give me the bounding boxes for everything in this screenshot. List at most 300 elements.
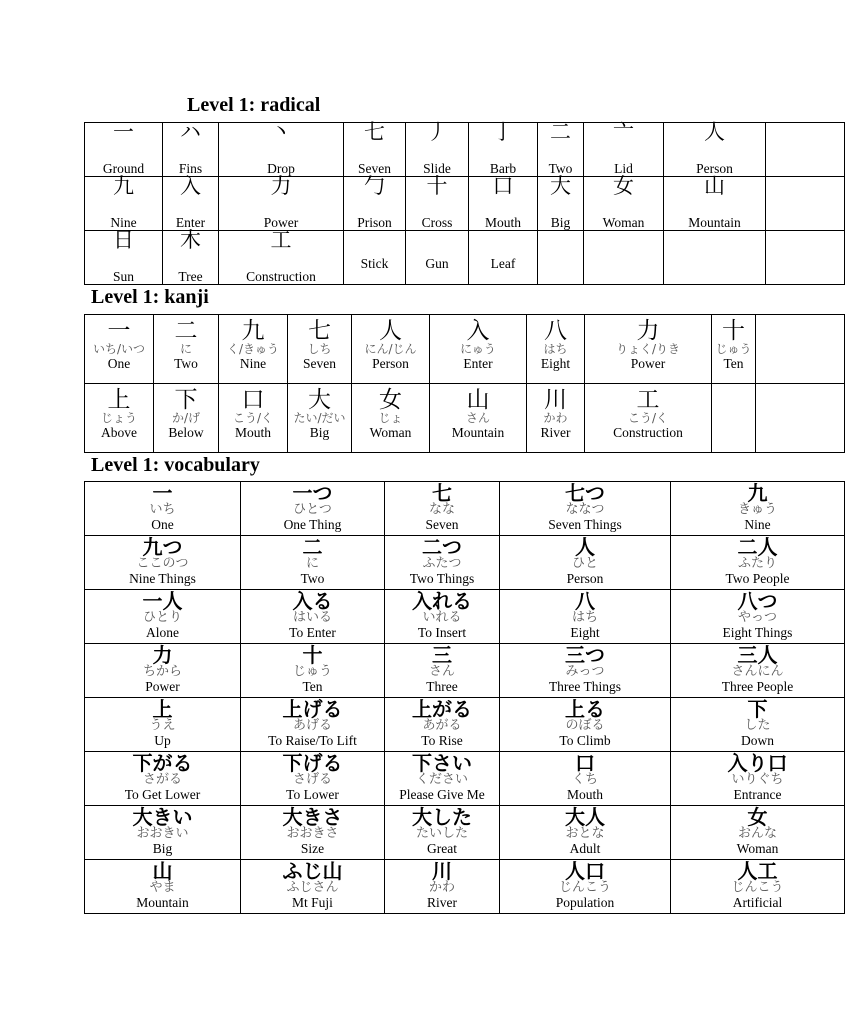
kanji-cell — [154, 384, 219, 453]
vocabulary-cell — [85, 698, 241, 752]
radical-cell — [219, 228, 344, 285]
kanji-reading: にん/じん — [364, 342, 417, 356]
radical-character: 十 — [426, 174, 448, 198]
vocabulary-cell — [500, 482, 671, 536]
vocabulary-word: 一 — [152, 481, 173, 505]
kanji-character: 女 — [379, 387, 402, 413]
radical-cell — [538, 174, 584, 231]
kanji-cell — [288, 315, 352, 384]
vocabulary-reading: ふじさん — [286, 880, 339, 895]
radical-character: 一 — [113, 120, 134, 144]
vocabulary-reading: ください — [415, 772, 468, 787]
vocabulary-reading: みっつ — [565, 664, 605, 679]
radical-meaning: Ground — [102, 161, 145, 176]
radical-row — [85, 177, 845, 231]
vocabulary-reading: のぼる — [565, 718, 605, 733]
vocabulary-meaning: To Rise — [421, 733, 463, 748]
vocabulary-cell — [241, 698, 385, 752]
vocabulary-meaning: Mouth — [566, 787, 603, 802]
vocabulary-word: 三人 — [737, 643, 778, 667]
radical-meaning: Enter — [175, 215, 206, 230]
vocabulary-word: 八つ — [737, 589, 778, 613]
kanji-meaning: Woman — [369, 425, 412, 440]
vocabulary-row — [85, 644, 845, 698]
vocabulary-meaning: Nine Things — [129, 571, 196, 586]
vocabulary-row — [85, 806, 845, 860]
radical-character: 大 — [550, 174, 571, 198]
vocabulary-meaning: Adult — [569, 841, 601, 856]
radical-meaning: Barb — [489, 161, 517, 176]
vocabulary-meaning: Big — [152, 841, 173, 856]
vocabulary-row — [85, 536, 845, 590]
kanji-cell — [756, 315, 845, 384]
vocabulary-meaning: Mountain — [136, 895, 189, 910]
vocabulary-meaning: Size — [300, 841, 325, 856]
radical-meaning: Mountain — [688, 215, 741, 230]
kanji-character: 上 — [107, 387, 131, 413]
vocabulary-reading: ひとり — [142, 610, 182, 625]
vocabulary-word: 大した — [412, 805, 472, 829]
vocabulary-reading: くち — [571, 772, 598, 787]
radical-cell — [584, 120, 664, 177]
kanji-meaning: Construction — [613, 425, 683, 440]
radical-character: ハ — [180, 120, 201, 144]
radical-meaning: Slide — [423, 161, 451, 176]
vocabulary-reading: きゅう — [737, 502, 777, 517]
vocabulary-cell — [385, 590, 500, 644]
kanji-meaning: Ten — [723, 356, 744, 371]
kanji-reading: りょく/りき — [615, 342, 681, 356]
kanji-reading: に — [179, 342, 192, 356]
vocabulary-meaning: Eight — [570, 625, 600, 640]
radical-meaning: Two — [548, 161, 573, 176]
vocabulary-meaning: One Thing — [283, 517, 342, 532]
vocabulary-reading: やっつ — [737, 610, 777, 625]
vocabulary-meaning: Woman — [736, 841, 779, 856]
radical-row — [85, 231, 845, 285]
kanji-reading: さん — [465, 411, 490, 425]
vocabulary-word: 二 — [302, 535, 323, 559]
kanji-cell — [712, 315, 756, 384]
radical-character: 丶 — [270, 120, 292, 144]
vocabulary-meaning: Three — [426, 679, 458, 694]
kanji-meaning: Below — [168, 425, 204, 440]
kanji-character: 八 — [544, 318, 567, 344]
vocabulary-reading: ひとつ — [293, 502, 332, 517]
radical-cell — [406, 120, 469, 177]
vocabulary-cell — [241, 860, 385, 914]
vocabulary-cell — [500, 644, 671, 698]
vocabulary-cell — [671, 644, 845, 698]
vocabulary-cell — [385, 752, 500, 806]
radical-character: 亠 — [613, 120, 634, 144]
vocabulary-reading: うえ — [149, 718, 176, 733]
kanji-meaning: Seven — [303, 356, 336, 371]
radical-meaning: Seven — [358, 161, 391, 176]
vocabulary-meaning: Three Things — [548, 679, 622, 694]
vocabulary-word: 九つ — [142, 535, 183, 559]
kanji-cell — [219, 315, 288, 384]
radical-cell — [85, 228, 163, 285]
vocabulary-cell — [500, 590, 671, 644]
radical-cell — [344, 120, 406, 177]
vocabulary-cell — [85, 806, 241, 860]
radical-character: 丿 — [426, 120, 448, 144]
radical-meaning: Power — [263, 215, 299, 230]
radical-meaning: Stick — [360, 256, 389, 271]
radical-cell — [344, 174, 406, 231]
vocabulary-reading: おとな — [565, 826, 605, 841]
vocabulary-meaning: Artificial — [732, 895, 783, 910]
vocabulary-cell — [385, 860, 500, 914]
kanji-meaning: Mouth — [234, 425, 271, 440]
vocabulary-word: 人工 — [737, 859, 778, 883]
kanji-section-title: Level 1: kanji — [91, 286, 209, 308]
vocabulary-reading: かわ — [428, 880, 455, 895]
radical-meaning: Gun — [425, 256, 449, 271]
kanji-meaning: Power — [630, 356, 666, 371]
vocabulary-reading: じゅう — [292, 664, 332, 679]
vocabulary-cell — [385, 536, 500, 590]
radical-character: 女 — [613, 174, 634, 198]
kanji-reading: こう/く — [627, 411, 669, 425]
radical-meaning: Leaf — [490, 256, 516, 271]
vocabulary-word: 十 — [302, 643, 323, 667]
radical-cell — [664, 120, 766, 177]
vocabulary-word: 人 — [575, 535, 595, 559]
kanji-cell — [85, 315, 154, 384]
radical-meaning: Sun — [112, 269, 134, 284]
vocabulary-meaning: River — [427, 895, 457, 910]
radical-meaning: Big — [550, 215, 571, 230]
vocabulary-reading: いりぐち — [731, 772, 784, 787]
vocabulary-word: 三つ — [565, 643, 605, 667]
vocabulary-word: 山 — [152, 859, 173, 883]
radical-cell — [469, 120, 538, 177]
vocabulary-reading: なな — [428, 502, 455, 517]
vocabulary-reading: あげる — [292, 718, 332, 733]
vocabulary-reading: に — [305, 556, 319, 571]
vocabulary-word: 二つ — [422, 535, 462, 559]
kanji-cell — [430, 384, 527, 453]
vocabulary-word: 下がる — [132, 751, 193, 775]
vocabulary-meaning: Three People — [721, 679, 794, 694]
radical-character: 入 — [180, 174, 201, 198]
vocabulary-word: 大きさ — [282, 805, 343, 829]
vocabulary-cell — [241, 536, 385, 590]
kanji-character: 九 — [241, 318, 265, 344]
vocabulary-reading: やま — [149, 880, 176, 895]
kanji-meaning: Nine — [239, 356, 267, 371]
vocabulary-meaning: Seven Things — [548, 517, 622, 532]
vocabulary-reading: さがる — [142, 772, 182, 787]
vocabulary-meaning: One — [151, 517, 174, 532]
kanji-character: 七 — [308, 318, 331, 344]
vocabulary-cell — [671, 860, 845, 914]
vocabulary-word: 上る — [565, 697, 605, 721]
vocabulary-word: 川 — [432, 859, 452, 883]
vocabulary-meaning: Seven — [425, 517, 459, 532]
vocabulary-cell — [385, 482, 500, 536]
kanji-cell — [85, 384, 154, 453]
kanji-reading: か/げ — [171, 411, 201, 425]
radical-cell — [219, 174, 344, 231]
kanji-character: 一 — [107, 318, 131, 344]
kanji-meaning: One — [107, 356, 131, 371]
radical-character: 木 — [180, 228, 201, 252]
vocabulary-meaning: Up — [154, 733, 171, 748]
kanji-cell — [219, 384, 288, 453]
vocabulary-reading: さげる — [292, 772, 332, 787]
vocabulary-cell — [500, 806, 671, 860]
kanji-meaning: Big — [309, 425, 330, 440]
kanji-cell — [712, 384, 756, 453]
radical-cell — [163, 120, 219, 177]
vocabulary-cell — [671, 752, 845, 806]
vocabulary-word: ふじ山 — [282, 859, 343, 883]
vocabulary-meaning: Two People — [725, 571, 790, 586]
vocabulary-reading: たいした — [415, 826, 468, 841]
vocabulary-reading: はいる — [292, 610, 332, 625]
vocabulary-table — [84, 481, 845, 914]
kanji-reading: いち/いつ — [92, 342, 146, 356]
vocabulary-word: 八 — [575, 589, 595, 613]
vocabulary-cell — [85, 590, 241, 644]
kanji-character: 大 — [308, 387, 331, 413]
radical-character: 日 — [113, 228, 134, 252]
kanji-character: 山 — [466, 387, 490, 413]
vocabulary-row — [85, 590, 845, 644]
radical-meaning: Nine — [110, 215, 137, 230]
radical-character: 口 — [492, 174, 514, 198]
kanji-reading: たい/だい — [293, 411, 346, 425]
radical-section-title: Level 1: radical — [187, 94, 321, 116]
radical-meaning: Prison — [357, 215, 392, 230]
vocabulary-meaning: Nine — [744, 517, 771, 532]
kanji-table — [84, 314, 845, 453]
kanji-cell — [154, 315, 219, 384]
kanji-row — [85, 315, 845, 384]
kanji-cell — [585, 384, 712, 453]
vocabulary-word: 入れる — [412, 589, 472, 613]
vocabulary-reading: おおきさ — [286, 826, 339, 841]
kanji-meaning: Enter — [463, 356, 493, 371]
kanji-character: 工 — [636, 387, 660, 413]
vocabulary-reading: おんな — [737, 826, 777, 841]
radical-meaning: Lid — [614, 161, 633, 176]
radical-character: 亅 — [492, 120, 514, 144]
vocabulary-meaning: To Insert — [417, 625, 467, 640]
vocabulary-cell — [241, 482, 385, 536]
vocabulary-word: 大きい — [132, 805, 193, 829]
vocabulary-word: 人口 — [565, 859, 605, 883]
radical-character: 工 — [270, 228, 292, 252]
vocabulary-meaning: Ten — [302, 679, 323, 694]
kanji-character: 入 — [466, 318, 490, 344]
vocabulary-meaning: Two Things — [409, 571, 475, 586]
kanji-meaning: Person — [372, 356, 409, 371]
vocabulary-reading: はち — [571, 610, 598, 625]
kanji-reading: じょう — [100, 411, 137, 425]
kanji-meaning: Mountain — [451, 425, 505, 440]
radical-cell — [163, 174, 219, 231]
vocabulary-word: 入る — [292, 589, 333, 613]
vocabulary-cell — [385, 644, 500, 698]
vocabulary-meaning: Two — [300, 571, 325, 586]
vocabulary-meaning: Great — [427, 841, 457, 856]
kanji-meaning: Eight — [540, 356, 571, 371]
vocabulary-word: 入り口 — [727, 751, 788, 775]
vocabulary-word: 女 — [747, 805, 768, 829]
kanji-meaning: Above — [101, 425, 137, 440]
radical-meaning: Cross — [421, 215, 453, 230]
radical-cell — [406, 174, 469, 231]
vocabulary-cell — [85, 860, 241, 914]
kanji-reading: じゅう — [715, 342, 752, 356]
vocabulary-cell — [671, 536, 845, 590]
kanji-cell — [288, 384, 352, 453]
vocabulary-cell — [85, 536, 241, 590]
vocabulary-meaning: To Raise/To Lift — [268, 733, 357, 748]
radical-cell — [219, 120, 344, 177]
kanji-cell — [430, 315, 527, 384]
vocabulary-cell — [500, 536, 671, 590]
vocabulary-row — [85, 698, 845, 752]
vocabulary-reading: ひと — [571, 556, 598, 571]
vocabulary-row — [85, 482, 845, 536]
vocabulary-reading: さんにん — [731, 664, 784, 679]
vocabulary-word: 一人 — [142, 589, 183, 613]
vocabulary-reading: いち — [149, 502, 176, 517]
radical-cell — [406, 231, 469, 285]
vocabulary-word: 一つ — [292, 481, 333, 505]
vocabulary-meaning: Mt Fuji — [292, 895, 333, 910]
vocabulary-cell — [241, 644, 385, 698]
kanji-reading: しち — [307, 342, 332, 356]
radical-cell — [766, 231, 845, 285]
kanji-character: 下 — [174, 387, 198, 413]
kanji-reading: じょ — [378, 411, 403, 425]
kanji-meaning: Two — [174, 356, 198, 371]
kanji-cell — [352, 315, 430, 384]
vocabulary-cell — [385, 806, 500, 860]
kanji-cell — [585, 315, 712, 384]
vocabulary-reading: あがる — [422, 718, 462, 733]
radical-cell — [766, 123, 845, 177]
radical-character: 二 — [550, 120, 571, 144]
vocabulary-cell — [500, 860, 671, 914]
kanji-meaning: River — [540, 425, 571, 440]
radical-cell — [85, 174, 163, 231]
radical-row — [85, 123, 845, 177]
vocabulary-cell — [241, 590, 385, 644]
kanji-character: 人 — [379, 318, 402, 344]
vocabulary-reading: ちから — [142, 664, 182, 679]
vocabulary-reading: じんこう — [558, 880, 611, 895]
radical-cell — [538, 120, 584, 177]
radical-cell — [163, 228, 219, 285]
vocabulary-cell — [385, 698, 500, 752]
kanji-row — [85, 384, 845, 453]
radical-cell — [85, 120, 163, 177]
radical-character: 人 — [704, 120, 725, 144]
vocabulary-cell — [671, 806, 845, 860]
vocabulary-meaning: Alone — [146, 625, 179, 640]
vocabulary-reading: おおきい — [136, 826, 189, 841]
radical-meaning: Fins — [178, 161, 203, 176]
vocabulary-meaning: Down — [741, 733, 774, 748]
radical-meaning: Construction — [246, 269, 316, 284]
vocabulary-section-title: Level 1: vocabulary — [91, 454, 260, 476]
radical-cell — [469, 231, 538, 285]
vocabulary-word: 上がる — [412, 697, 472, 721]
kanji-character: 二 — [174, 318, 198, 344]
radical-meaning: Drop — [267, 161, 295, 176]
vocabulary-reading: いれる — [422, 610, 462, 625]
vocabulary-cell — [85, 482, 241, 536]
vocabulary-cell — [671, 590, 845, 644]
radical-character: 山 — [704, 174, 725, 198]
radical-character: 七 — [364, 120, 385, 144]
kanji-character: 十 — [722, 318, 745, 344]
kanji-cell — [756, 384, 845, 453]
radical-cell — [344, 231, 406, 285]
vocabulary-meaning: Power — [145, 679, 180, 694]
kanji-cell — [352, 384, 430, 453]
radical-meaning: Woman — [602, 215, 645, 230]
kanji-reading: く/きゅう — [226, 342, 280, 356]
vocabulary-word: 下さい — [412, 751, 472, 775]
radical-meaning: Mouth — [484, 215, 521, 230]
vocabulary-reading: さん — [428, 664, 455, 679]
kanji-character: 口 — [241, 387, 265, 413]
vocabulary-meaning: To Lower — [286, 787, 339, 802]
kanji-reading: はち — [543, 342, 568, 356]
radical-cell — [584, 174, 664, 231]
vocabulary-meaning: Please Give Me — [399, 787, 485, 802]
radical-cell — [664, 231, 766, 285]
vocabulary-word: 七 — [432, 481, 452, 505]
radical-table — [84, 122, 845, 285]
vocabulary-cell — [85, 752, 241, 806]
vocabulary-meaning: To Enter — [289, 625, 336, 640]
vocabulary-meaning: To Get Lower — [124, 787, 201, 802]
radical-character: 力 — [270, 174, 292, 198]
vocabulary-word: 七つ — [565, 481, 605, 505]
vocabulary-cell — [500, 752, 671, 806]
vocabulary-meaning: Population — [555, 895, 615, 910]
vocabulary-cell — [671, 698, 845, 752]
vocabulary-meaning: To Climb — [559, 733, 611, 748]
kanji-cell — [527, 384, 585, 453]
vocabulary-cell — [85, 644, 241, 698]
vocabulary-word: 上げる — [282, 697, 343, 721]
vocabulary-cell — [500, 698, 671, 752]
vocabulary-row — [85, 752, 845, 806]
vocabulary-word: 下 — [747, 697, 768, 721]
vocabulary-meaning: Entrance — [733, 787, 782, 802]
radical-character: 勹 — [364, 174, 385, 198]
kanji-reading: にゅう — [460, 342, 496, 356]
vocabulary-cell — [671, 482, 845, 536]
vocabulary-cell — [241, 806, 385, 860]
radical-character: 九 — [113, 174, 134, 198]
vocabulary-meaning: Person — [566, 571, 604, 586]
vocabulary-reading: ななつ — [565, 502, 605, 517]
kanji-reading: かわ — [543, 411, 568, 425]
kanji-character: 川 — [544, 387, 567, 413]
radical-cell — [766, 177, 845, 231]
